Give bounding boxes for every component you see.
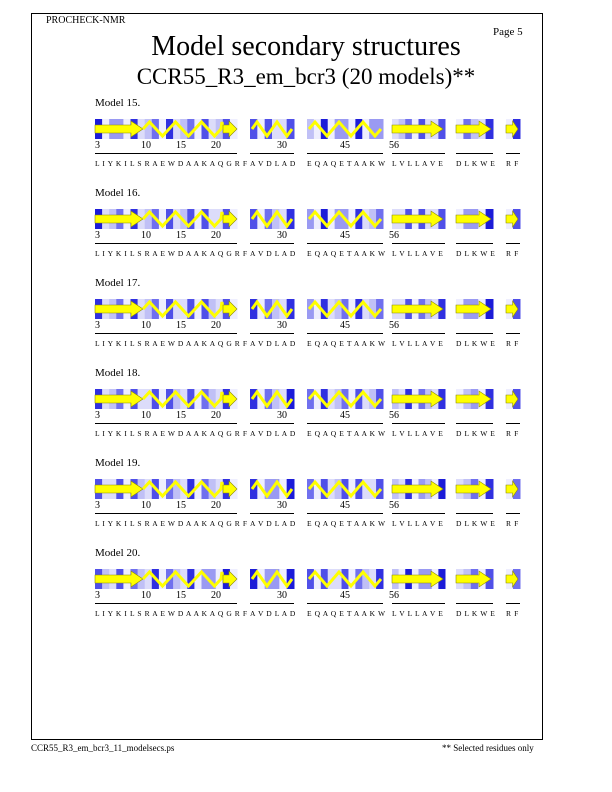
residue-number: 30 [277, 500, 287, 511]
segment-rule [95, 333, 237, 334]
structure-bar [95, 389, 237, 409]
footer-note: ** Selected residues only [442, 743, 534, 753]
segment-rule [307, 243, 383, 244]
residue-number: 56 [389, 500, 399, 511]
residue-sequence: D L K W E [456, 429, 496, 438]
structure-bar [392, 299, 445, 319]
residue-number: 20 [211, 500, 221, 511]
segment-rule [392, 333, 445, 334]
residue-number: 45 [340, 590, 350, 601]
model-block [0, 367, 612, 457]
segment-rule [250, 243, 294, 244]
residue-sequence: A V D L A D [250, 339, 296, 348]
residue-number: 30 [277, 320, 287, 331]
residue-sequence: R F [506, 429, 519, 438]
residue-number: 15 [176, 230, 186, 241]
segment-rule [392, 153, 445, 154]
segment-rule [250, 513, 294, 514]
structure-bar [95, 209, 237, 229]
page-title: Model secondary structures [151, 31, 461, 62]
residue-sequence: E Q A Q E T A A K W [307, 429, 386, 438]
residue-sequence: D L K W E [456, 609, 496, 618]
segment-rule [307, 333, 383, 334]
residue-number: 3 [95, 410, 100, 421]
residue-sequence: A V D L A D [250, 609, 296, 618]
residue-number: 15 [176, 320, 186, 331]
residue-number: 15 [176, 410, 186, 421]
residue-sequence: R F [506, 159, 519, 168]
residue-sequence: L I Y K I L S R A E W D A A K A Q G R F [95, 339, 248, 348]
segment-rule [392, 513, 445, 514]
model-label: Model 17. [95, 277, 141, 289]
residue-number: 10 [141, 500, 151, 511]
segment-rule [250, 603, 294, 604]
segment-rule [392, 243, 445, 244]
residue-number: 56 [389, 230, 399, 241]
model-label: Model 19. [95, 457, 141, 469]
structure-bar [95, 569, 237, 589]
residue-sequence: D L K W E [456, 249, 496, 258]
segment-rule [250, 153, 294, 154]
segment-rule [95, 243, 237, 244]
model-block [0, 457, 612, 547]
residue-sequence: E Q A Q E T A A K W [307, 519, 386, 528]
residue-sequence: A V D L A D [250, 429, 296, 438]
residue-number: 45 [340, 230, 350, 241]
page-subtitle: CCR55_R3_em_bcr3 (20 models)** [136, 64, 476, 89]
segment-rule [307, 153, 383, 154]
model-block [0, 187, 612, 277]
structure-bar [506, 299, 520, 319]
residue-sequence: E Q A Q E T A A K W [307, 339, 386, 348]
residue-number: 45 [340, 410, 350, 421]
segment-rule [506, 513, 520, 514]
segment-rule [456, 153, 493, 154]
structure-bar [250, 299, 294, 319]
residue-number: 3 [95, 140, 100, 151]
structure-bar [307, 209, 383, 229]
structure-bar [392, 209, 445, 229]
residue-number: 3 [95, 500, 100, 511]
residue-number: 20 [211, 230, 221, 241]
segment-rule [307, 423, 383, 424]
structure-bar [456, 569, 493, 589]
structure-bar [392, 479, 445, 499]
residue-number: 20 [211, 410, 221, 421]
segment-rule [456, 243, 493, 244]
segment-rule [456, 333, 493, 334]
segment-rule [506, 423, 520, 424]
residue-number: 56 [389, 410, 399, 421]
segment-rule [307, 513, 383, 514]
structure-bar [456, 299, 493, 319]
model-label: Model 20. [95, 547, 141, 559]
program-name: PROCHECK-NMR [46, 15, 126, 26]
residue-sequence: R F [506, 519, 519, 528]
residue-sequence: L V L L A V E [392, 339, 444, 348]
segment-rule [506, 153, 520, 154]
residue-number: 10 [141, 320, 151, 331]
structure-bar [95, 119, 237, 139]
structure-bar [456, 389, 493, 409]
structure-bar [250, 389, 294, 409]
residue-sequence: R F [506, 249, 519, 258]
residue-number: 56 [389, 590, 399, 601]
residue-number: 56 [389, 320, 399, 331]
residue-sequence: E Q A Q E T A A K W [307, 609, 386, 618]
segment-rule [95, 423, 237, 424]
residue-sequence: A V D L A D [250, 249, 296, 258]
residue-number: 30 [277, 140, 287, 151]
residue-sequence: L I Y K I L S R A E W D A A K A Q G R F [95, 429, 248, 438]
page-number: Page 5 [493, 26, 523, 38]
residue-sequence: L I Y K I L S R A E W D A A K A Q G R F [95, 519, 248, 528]
residue-sequence: L V L L A V E [392, 429, 444, 438]
footer-filename: CCR55_R3_em_bcr3_11_modelsecs.ps [31, 743, 175, 753]
residue-sequence: A V D L A D [250, 159, 296, 168]
residue-number: 30 [277, 410, 287, 421]
residue-number: 3 [95, 230, 100, 241]
model-label: Model 16. [95, 187, 141, 199]
model-block [0, 277, 612, 367]
residue-sequence: L I Y K I L S R A E W D A A K A Q G R F [95, 159, 248, 168]
residue-number: 10 [141, 140, 151, 151]
residue-number: 56 [389, 140, 399, 151]
residue-sequence: L V L L A V E [392, 609, 444, 618]
segment-rule [95, 153, 237, 154]
segment-rule [506, 333, 520, 334]
model-label: Model 18. [95, 367, 141, 379]
residue-number: 20 [211, 140, 221, 151]
residue-number: 45 [340, 140, 350, 151]
residue-number: 15 [176, 500, 186, 511]
structure-bar [456, 119, 493, 139]
structure-bar [95, 479, 237, 499]
residue-number: 15 [176, 590, 186, 601]
residue-sequence: L V L L A V E [392, 249, 444, 258]
segment-rule [392, 423, 445, 424]
residue-sequence: L I Y K I L S R A E W D A A K A Q G R F [95, 609, 248, 618]
residue-number: 3 [95, 320, 100, 331]
structure-bar [95, 299, 237, 319]
residue-sequence: D L K W E [456, 519, 496, 528]
residue-number: 10 [141, 590, 151, 601]
structure-bar [307, 389, 383, 409]
structure-bar [307, 569, 383, 589]
residue-sequence: D L K W E [456, 159, 496, 168]
segment-rule [250, 333, 294, 334]
residue-sequence: E Q A Q E T A A K W [307, 249, 386, 258]
segment-rule [456, 513, 493, 514]
structure-bar [250, 479, 294, 499]
structure-bar [307, 479, 383, 499]
segment-rule [506, 603, 520, 604]
segment-rule [95, 513, 237, 514]
structure-bar [506, 479, 520, 499]
segment-rule [506, 243, 520, 244]
structure-bar [456, 209, 493, 229]
structure-bar [506, 209, 520, 229]
residue-sequence: R F [506, 609, 519, 618]
segment-rule [456, 603, 493, 604]
segment-rule [456, 423, 493, 424]
residue-number: 10 [141, 230, 151, 241]
structure-bar [456, 479, 493, 499]
structure-bar [506, 389, 520, 409]
segment-rule [250, 423, 294, 424]
structure-bar [392, 119, 445, 139]
residue-sequence: E Q A Q E T A A K W [307, 159, 386, 168]
residue-number: 20 [211, 320, 221, 331]
structure-bar [392, 389, 445, 409]
structure-bar [307, 299, 383, 319]
structure-bar [250, 119, 294, 139]
residue-sequence: R F [506, 339, 519, 348]
model-block [0, 547, 612, 637]
residue-sequence: L V L L A V E [392, 519, 444, 528]
residue-number: 20 [211, 590, 221, 601]
residue-number: 30 [277, 230, 287, 241]
structure-bar [506, 569, 520, 589]
segment-rule [392, 603, 445, 604]
residue-sequence: A V D L A D [250, 519, 296, 528]
residue-number: 45 [340, 320, 350, 331]
residue-sequence: L V L L A V E [392, 159, 444, 168]
segment-rule [307, 603, 383, 604]
model-label: Model 15. [95, 97, 141, 109]
residue-number: 15 [176, 140, 186, 151]
segment-rule [95, 603, 237, 604]
structure-bar [392, 569, 445, 589]
model-block [0, 97, 612, 187]
residue-number: 30 [277, 590, 287, 601]
residue-sequence: D L K W E [456, 339, 496, 348]
structure-bar [250, 209, 294, 229]
residue-number: 45 [340, 500, 350, 511]
residue-sequence: L I Y K I L S R A E W D A A K A Q G R F [95, 249, 248, 258]
structure-bar [307, 119, 383, 139]
residue-number: 3 [95, 590, 100, 601]
residue-number: 10 [141, 410, 151, 421]
structure-bar [250, 569, 294, 589]
structure-bar [506, 119, 520, 139]
